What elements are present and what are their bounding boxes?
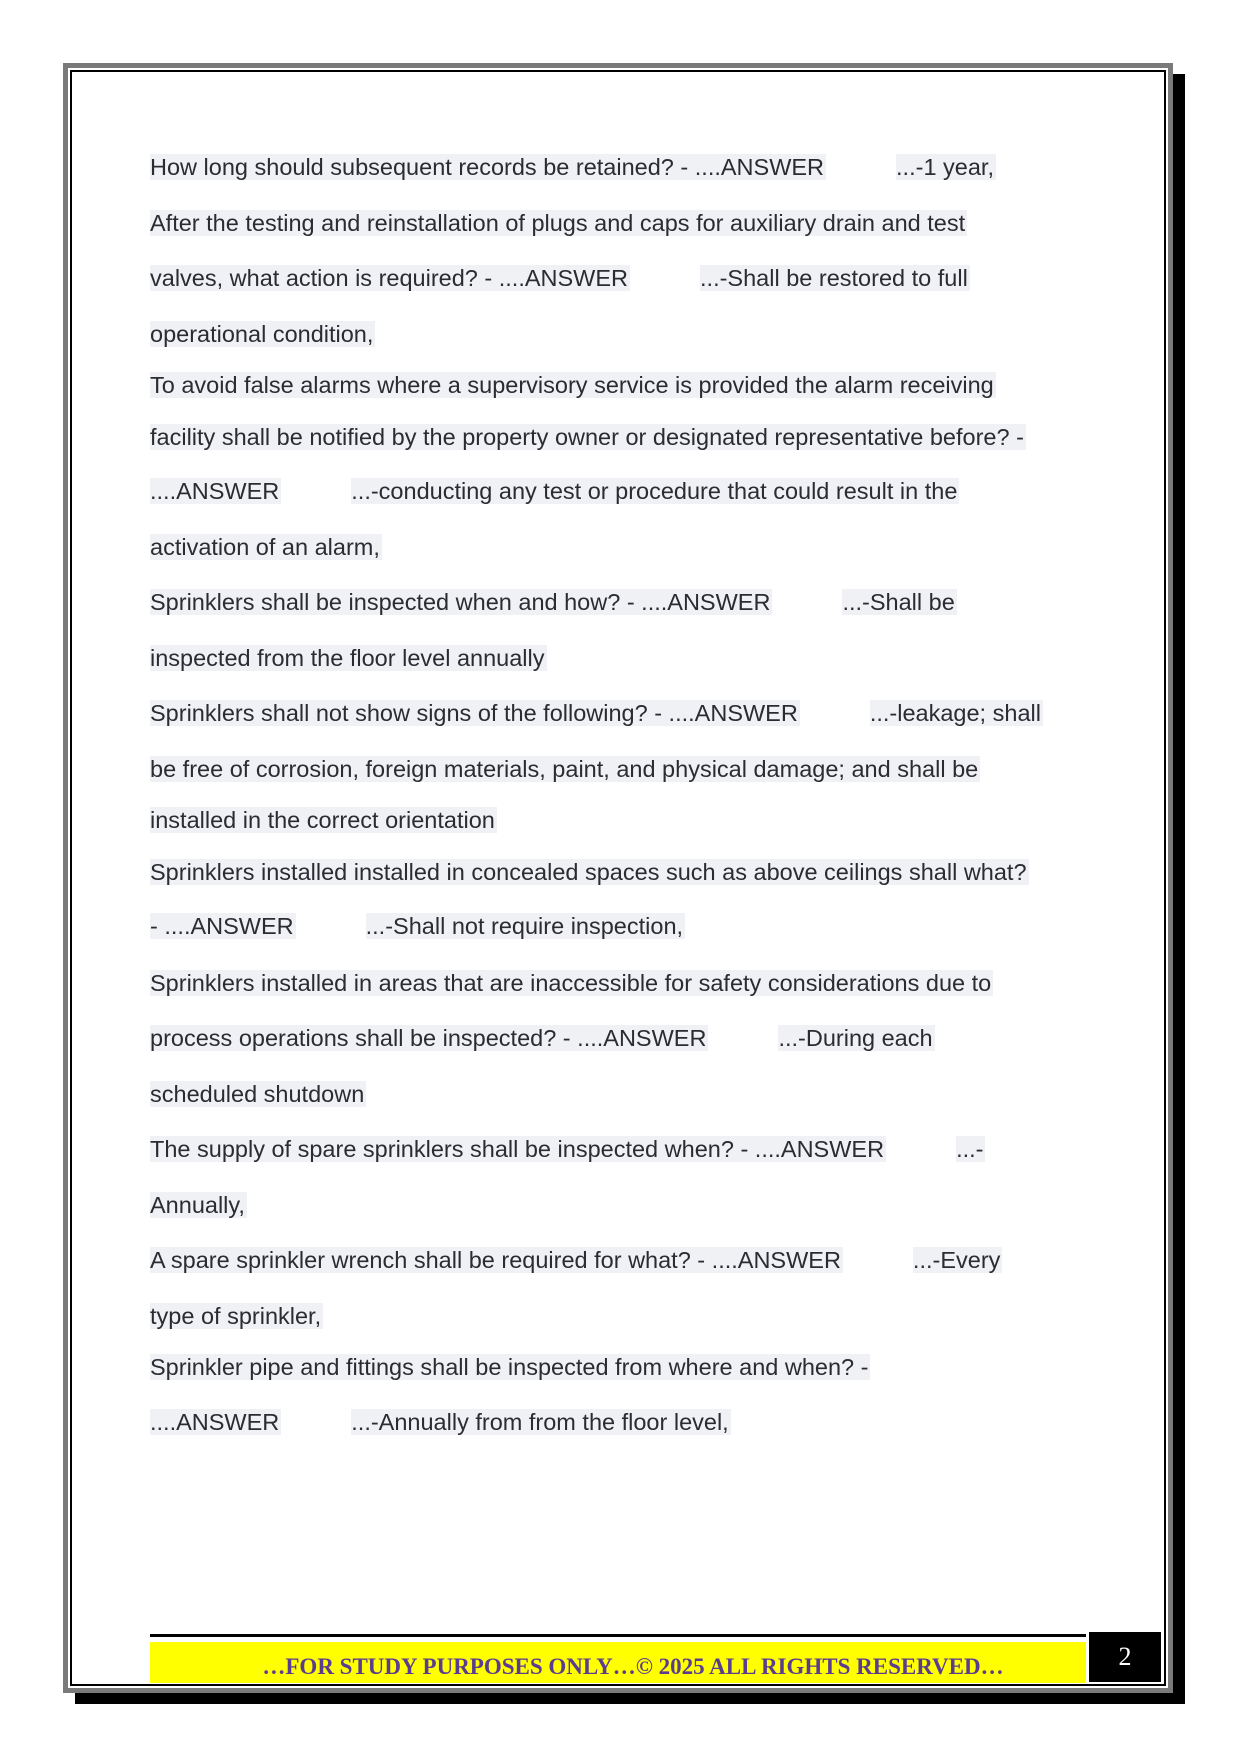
text-line [150, 368, 996, 402]
text-line [150, 585, 957, 619]
text-line [150, 641, 547, 675]
answer-text: activation of an alarm, [150, 534, 380, 560]
text-line [150, 1188, 247, 1222]
answer-text: ...-Annually from from the floor level, [351, 1409, 729, 1435]
question-text: Sprinkler pipe and fittings shall be inspected from where and when? - [150, 1354, 869, 1380]
answer-text: ...-leakage; shall [869, 700, 1041, 726]
text-line [150, 474, 959, 508]
footer-copyright: …FOR STUDY PURPOSES ONLY…© 2025 ALL RIGHTS RESERVED… [150, 1642, 1086, 1683]
text-line [150, 752, 980, 786]
question-text: Sprinklers installed installed in concealed spaces such as above ceilings shall what? [150, 859, 1027, 885]
page-number: 2 [1089, 1632, 1161, 1682]
answer-text: be free of corrosion, foreign materials, paint, and physical damage; and shall be [150, 756, 979, 782]
question-text: process operations shall be inspected? - ....ANSWER [150, 1025, 707, 1051]
text-line [150, 1021, 935, 1055]
answer-text: installed in the correct orientation [150, 807, 495, 833]
question-text: Sprinklers shall not show signs of the following? - ....ANSWER [150, 700, 798, 726]
text-line [150, 803, 497, 837]
question-text: After the testing and reinstallation of plugs and caps for auxiliary drain and test [150, 210, 966, 236]
answer-text: type of sprinkler, [150, 1303, 322, 1329]
text-line [150, 966, 993, 1000]
text-line [150, 1132, 985, 1166]
question-text: - ....ANSWER [150, 913, 294, 939]
question-text: The supply of spare sprinklers shall be inspected when? - ....ANSWER [150, 1136, 885, 1162]
question-text: valves, what action is required? - ....ANSWER [150, 265, 629, 291]
answer-text: scheduled shutdown [150, 1081, 365, 1107]
text-line [150, 150, 996, 184]
text-line [150, 206, 967, 240]
answer-text: ...-conducting any test or procedure that could result in the [351, 478, 958, 504]
answer-text: inspected from the floor level annually [150, 645, 545, 671]
text-line [150, 261, 970, 295]
question-text: ....ANSWER [150, 478, 280, 504]
question-text: How long should subsequent records be retained? - ....ANSWER [150, 154, 825, 180]
question-text: To avoid false alarms where a supervisory service is provided the alarm receiving [150, 372, 994, 398]
question-text: A spare sprinkler wrench shall be required for what? - ....ANSWER [150, 1247, 841, 1273]
answer-text: ...-Shall not require inspection, [365, 913, 684, 939]
question-text: ....ANSWER [150, 1409, 280, 1435]
question-text: Sprinklers installed in areas that are inaccessible for safety considerations due to [150, 970, 992, 996]
answer-text: Annually, [150, 1192, 245, 1218]
answer-text: ...-1 year, [896, 154, 994, 180]
text-line [150, 855, 1029, 889]
text-line [150, 696, 1043, 730]
question-text: facility shall be notified by the property owner or designated representative before? - [150, 424, 1024, 450]
answer-text: ...-Shall be restored to full [700, 265, 968, 291]
answer-text: ...-Shall be [842, 589, 955, 615]
text-line [150, 1077, 366, 1111]
text-line [150, 530, 382, 564]
text-line [150, 909, 685, 943]
text-line [150, 317, 375, 351]
text-line [150, 1350, 870, 1384]
text-line [150, 420, 1026, 454]
footer-rule [150, 1634, 1086, 1637]
answer-text: operational condition, [150, 321, 374, 347]
answer-text: ...-During each [778, 1025, 933, 1051]
text-line [150, 1243, 1002, 1277]
answer-text: ...- [956, 1136, 984, 1162]
answer-text: ...-Every [912, 1247, 1001, 1273]
text-line [150, 1299, 323, 1333]
question-text: Sprinklers shall be inspected when and how? - ....ANSWER [150, 589, 771, 615]
text-line [150, 1405, 731, 1439]
